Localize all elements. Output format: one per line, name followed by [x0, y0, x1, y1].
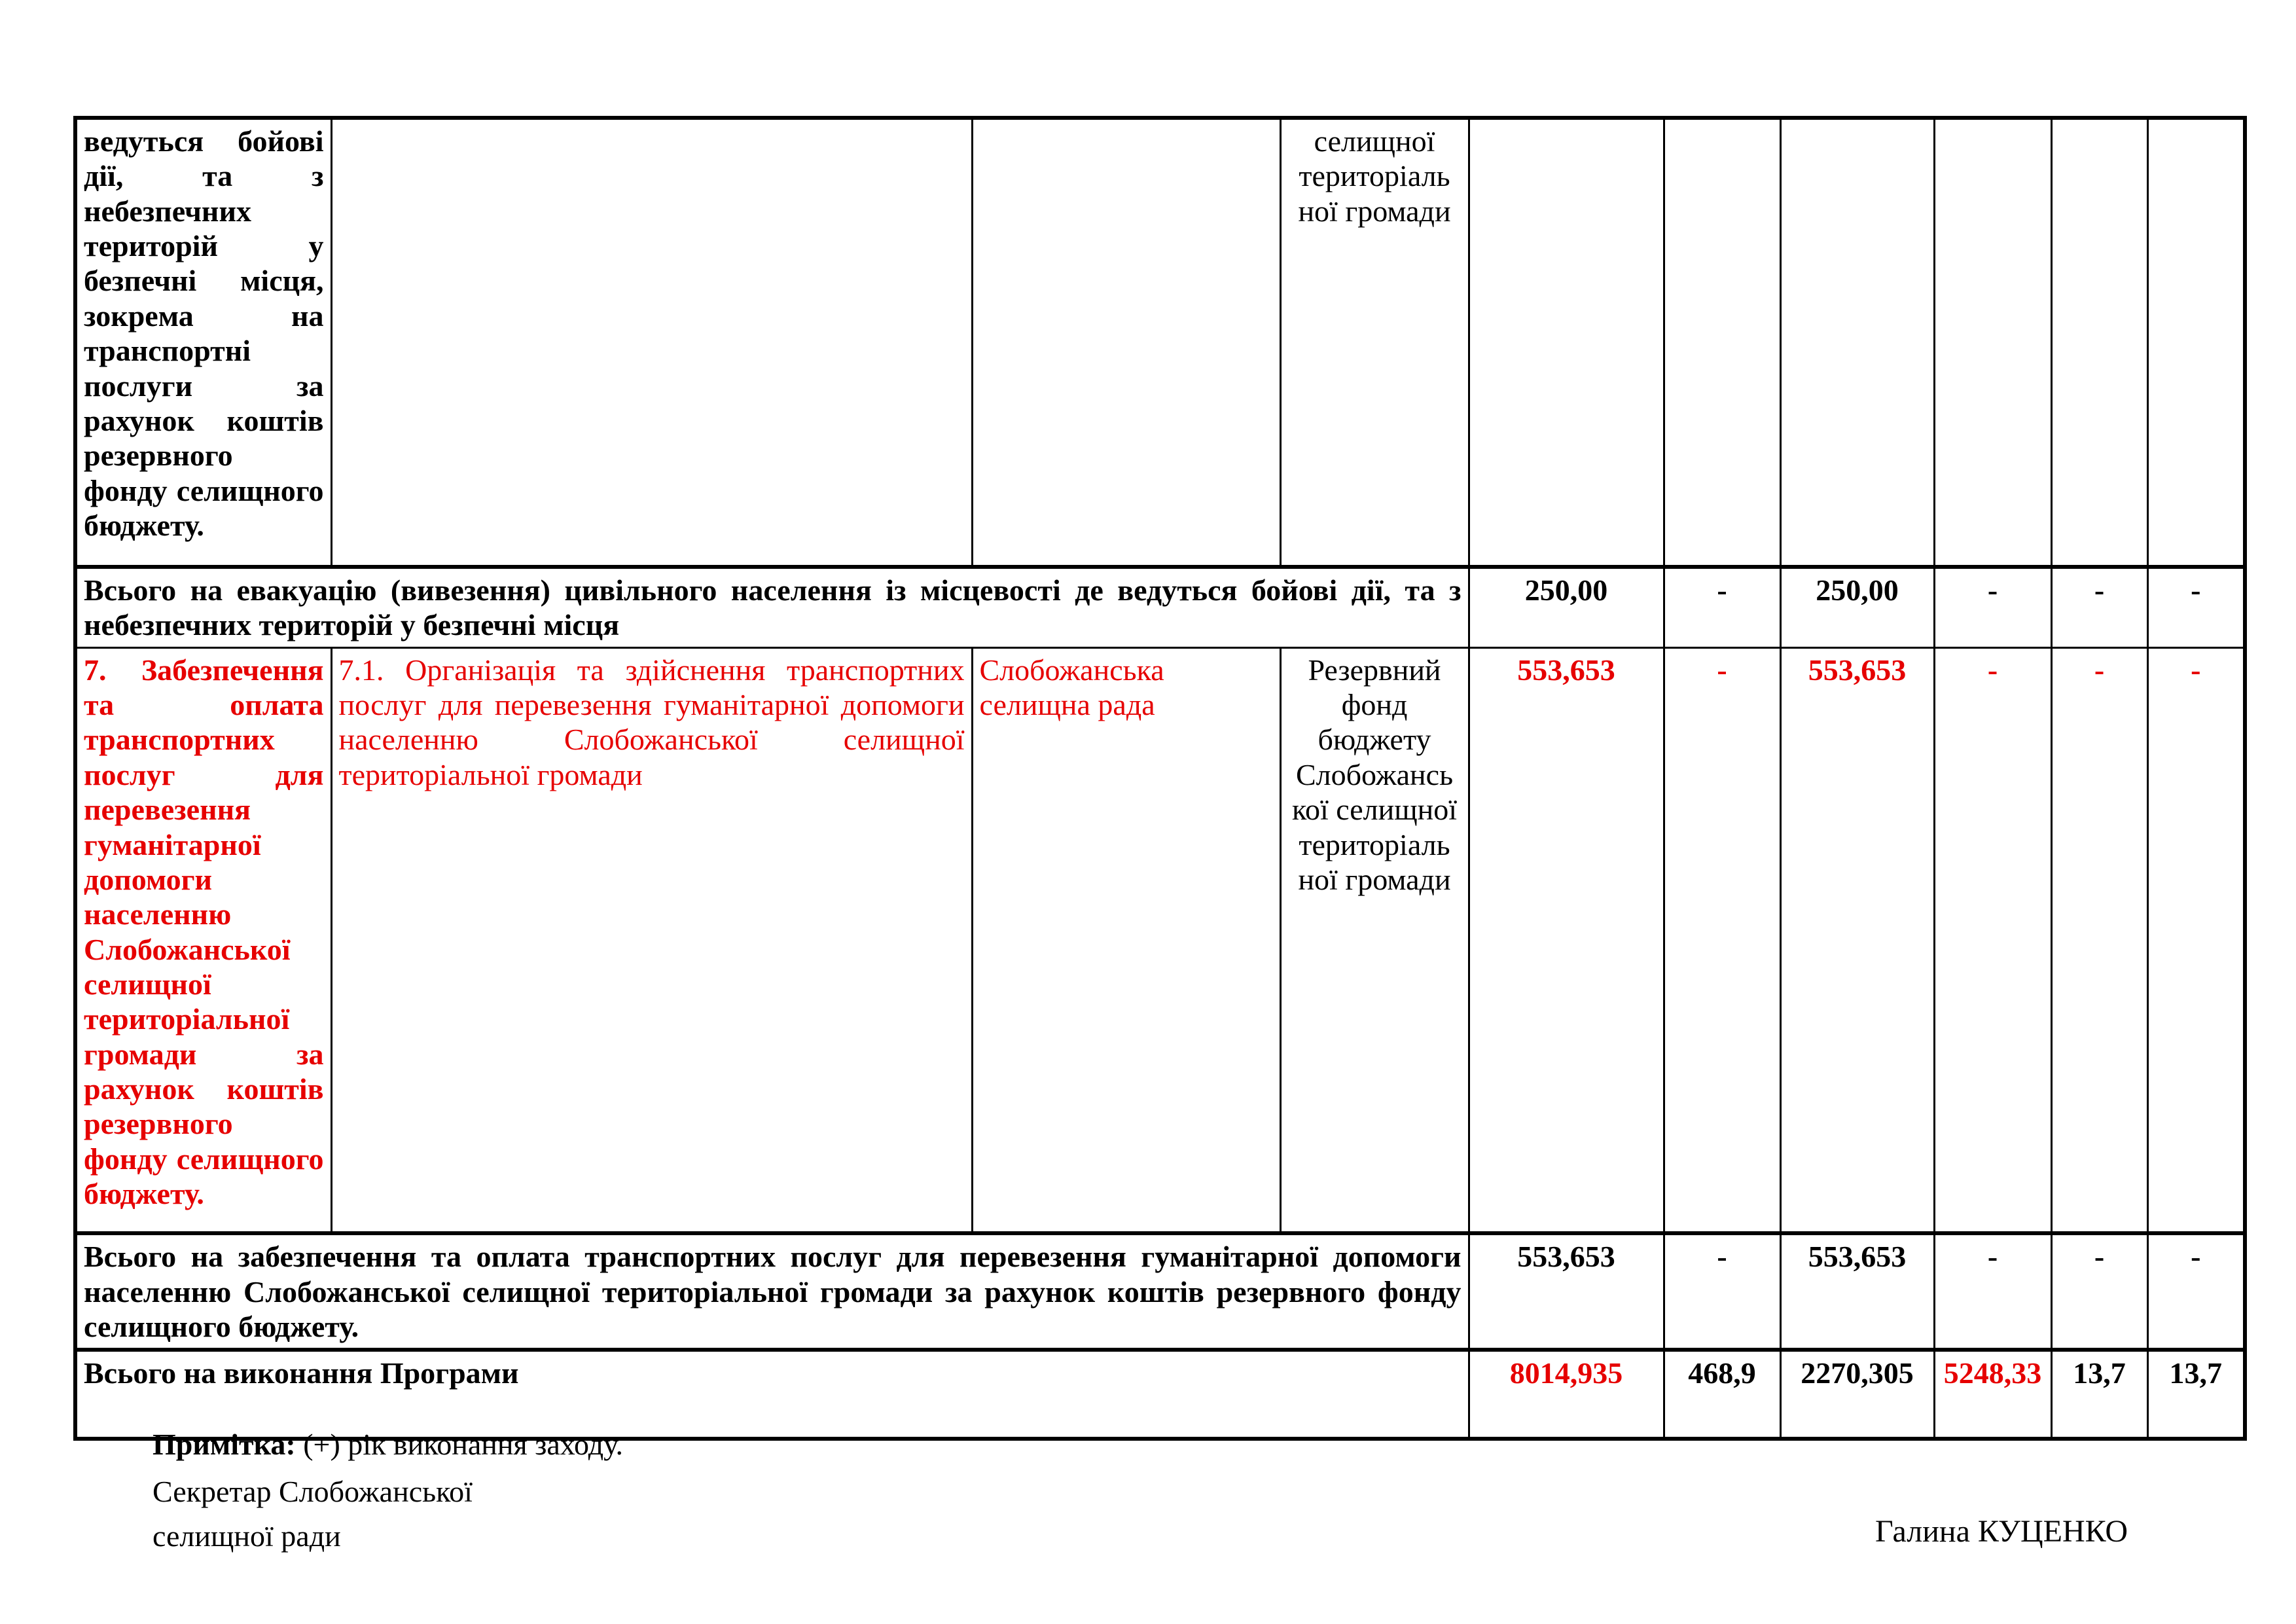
- cell-executor-empty: [972, 118, 1280, 567]
- cell-value: -: [1934, 567, 2051, 647]
- cell-empty: [1469, 118, 1664, 567]
- cell-value: 250,00: [1469, 567, 1664, 647]
- cell-executor-7: Слобожанська селищна рада: [972, 647, 1280, 1233]
- cell-value: -: [2051, 567, 2147, 647]
- cell-value: -: [1664, 1233, 1780, 1350]
- note-text: (+) рік виконання заходу.: [303, 1428, 623, 1461]
- cell-empty: [1934, 118, 2051, 567]
- cell-value: 8014,935: [1469, 1350, 1664, 1439]
- cell-empty: [2051, 118, 2147, 567]
- signature-name: Галина КУЦЕНКО: [1875, 1514, 2128, 1549]
- table-row-measure-7: [75, 647, 2245, 1233]
- cell-funding-source-continuation: селищної територіаль ної громади: [1280, 118, 1469, 567]
- cell-value: -: [2147, 1233, 2245, 1350]
- table-row-summary-evacuation: [75, 567, 2245, 647]
- cell-value: 2270,305: [1780, 1350, 1934, 1439]
- cell-value: 553,653: [1780, 1233, 1934, 1350]
- cell-empty: [1664, 118, 1780, 567]
- cell-measure-continuation: ведуться бойові дії, та з небезпечних територій у безпечні місця, зокрема на транспортні послуги за рахунок коштів резервного фонду селищного бюджету.: [75, 118, 331, 567]
- cell-value: -: [2147, 647, 2245, 1233]
- cell-value: 553,653: [1469, 647, 1664, 1233]
- note-line: [152, 1427, 623, 1462]
- cell-funding-source-7: Резервний фонд бюджету Слобожансь кої селищної територіаль ної громади: [1280, 647, 1469, 1233]
- cell-value: 13,7: [2147, 1350, 2245, 1439]
- cell-summary-transport-label: Всього на забезпечення та оплата транспортних послуг для перевезення гуманітарної допомоги населенню Слобожанської селищної територіальної громади за рахунок коштів резервного фонду селищного бюджету.: [75, 1233, 1469, 1350]
- cell-value: 553,653: [1469, 1233, 1664, 1350]
- cell-measure-7: 7. Забезпечення та оплата транспортних послуг для перевезення гуманітарної допомоги населенню Слобожанської селищної територіальної громади за рахунок коштів резервного фонду селищного бюджету.: [75, 647, 331, 1233]
- cell-summary-evacuation-label: Всього на евакуацію (вивезення) цивільного населення із місцевості де ведуться бойові дії, та з небезпечних територій у безпечні місця: [75, 567, 1469, 647]
- cell-program-total-label: Всього на виконання Програми: [75, 1350, 1469, 1439]
- cell-empty: [1780, 118, 1934, 567]
- cell-empty: [2147, 118, 2245, 567]
- cell-value: 468,9: [1664, 1350, 1780, 1439]
- note-label: Примітка:: [152, 1428, 296, 1461]
- program-budget-table: [73, 116, 2247, 1441]
- cell-value: -: [2051, 647, 2147, 1233]
- cell-value: 553,653: [1780, 647, 1934, 1233]
- budget-table: [73, 116, 2247, 1441]
- table-row-program-total: [75, 1350, 2245, 1439]
- cell-value: -: [2051, 1233, 2147, 1350]
- cell-value: 13,7: [2051, 1350, 2147, 1439]
- cell-value: -: [1934, 1233, 2051, 1350]
- cell-activity-7-1: 7.1. Організація та здійснення транспортних послуг для перевезення гуманітарної допомоги населенню Слобожанської селищної територіальної громади: [331, 647, 972, 1233]
- cell-value: 5248,33: [1934, 1350, 2051, 1439]
- cell-value: -: [1664, 567, 1780, 647]
- signature-role-line2: селищної ради: [152, 1519, 341, 1553]
- cell-activity-empty: [331, 118, 972, 567]
- table-row: [75, 118, 2245, 567]
- cell-value: -: [1664, 647, 1780, 1233]
- signature-role-line1: Секретар Слобожанської: [152, 1475, 473, 1508]
- table-row-summary-transport: [75, 1233, 2245, 1350]
- cell-value: -: [1934, 647, 2051, 1233]
- cell-value: 250,00: [1780, 567, 1934, 647]
- cell-value: -: [2147, 567, 2245, 647]
